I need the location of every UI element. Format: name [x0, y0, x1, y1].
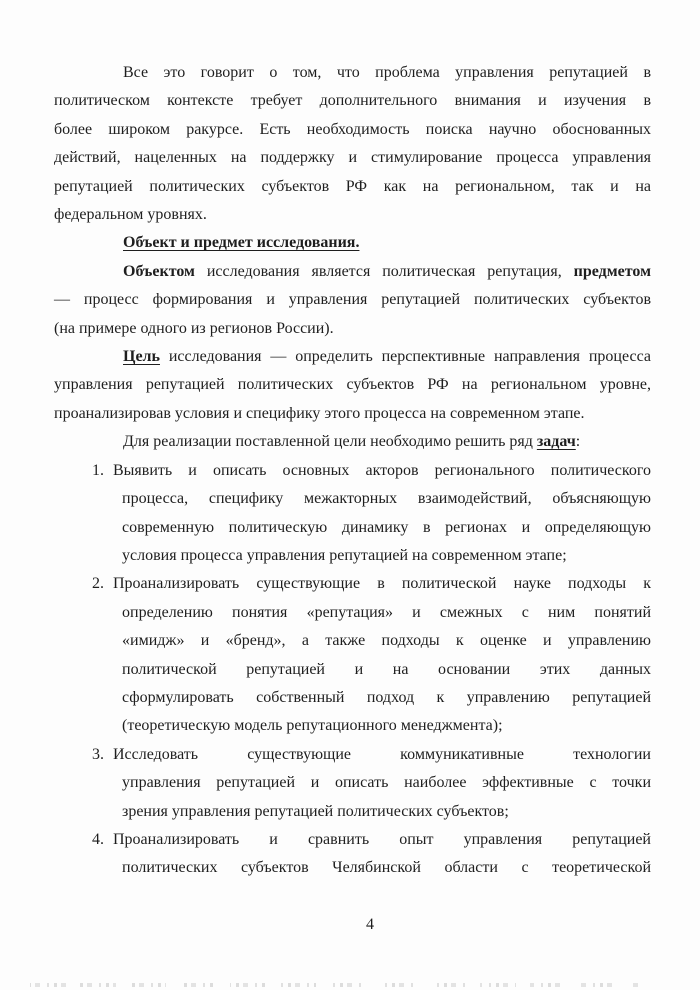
- document-body: [54, 59, 651, 883]
- text-segment: политическом контексте требует дополнительного внимания и изучения в: [54, 92, 651, 110]
- text-line: [54, 514, 651, 542]
- tasks-intro-paragraph: [54, 428, 651, 456]
- list-marker: 3.: [92, 745, 104, 763]
- text-line: [54, 258, 651, 286]
- text-segment: Выявить и описать основных акторов регионального политического: [113, 461, 651, 479]
- text-segment: процесса, специфику межакторных взаимодействий, объясняющую: [122, 490, 651, 508]
- text-line: [54, 116, 651, 144]
- list-marker: 1.: [92, 461, 104, 479]
- goal-paragraph: [54, 343, 651, 428]
- section-heading-object-subject: [54, 229, 651, 257]
- text-segment: Объектом: [123, 262, 195, 280]
- text-line: [54, 712, 651, 740]
- text-line: [54, 400, 651, 428]
- text-segment: исследования является политическая репутация,: [194, 262, 574, 280]
- list-marker: 2.: [92, 575, 104, 593]
- object-subject-paragraph: [54, 258, 651, 343]
- text-segment: Для реализации поставленной цели необходимо решить ряд: [123, 433, 537, 451]
- text-segment: определению понятия «репутация» и смежных с ним понятий: [122, 603, 651, 621]
- text-segment: сформулировать собственный подход к управлению репутацией: [122, 688, 651, 706]
- text-line: [54, 798, 651, 826]
- text-line: [54, 229, 651, 257]
- text-segment: действий, нацеленных на поддержку и стимулирование процесса управления: [54, 149, 651, 167]
- intro-paragraph: [54, 59, 651, 229]
- text-line: [54, 570, 651, 598]
- text-line: [54, 656, 651, 684]
- text-line: [54, 769, 651, 797]
- text-line: [54, 627, 651, 655]
- text-line: [54, 286, 651, 314]
- text-segment: Проанализировать существующие в политической науке подходы к: [113, 575, 651, 593]
- text-line: [54, 599, 651, 627]
- page-bottom-scan-artifact: [28, 983, 642, 987]
- text-line: [54, 201, 651, 229]
- text-line: [54, 457, 651, 485]
- text-line: [54, 315, 651, 343]
- text-segment: (на примере одного из регионов России).: [54, 319, 334, 337]
- text-segment: более широком ракурсе. Есть необходимость поиска научно обоснованных: [54, 120, 651, 138]
- text-line: [54, 854, 651, 882]
- text-segment: современную политическую динамику в регионах и определяющую: [122, 518, 651, 536]
- text-segment: политических субъектов Челябинской области с теоретической: [122, 859, 651, 877]
- text-line: [54, 343, 651, 371]
- text-segment: Цель: [123, 348, 160, 366]
- text-segment: проанализировав условия и специфику этого процесса на современном этапе.: [54, 404, 585, 422]
- text-line: [54, 485, 651, 513]
- text-line: [54, 144, 651, 172]
- text-segment: Проанализировать и сравнить опыт управления репутацией: [113, 830, 651, 848]
- text-segment: Исследовать существующие коммуникативные технологии: [113, 745, 651, 763]
- text-line: [54, 371, 651, 399]
- text-segment: — процесс формирования и управления репутацией политических субъектов: [54, 291, 651, 309]
- text-segment: :: [575, 433, 581, 451]
- text-segment: управления репутацией и описать наиболее эффективные с точки: [122, 774, 651, 792]
- text-line: [54, 173, 651, 201]
- text-line: [54, 87, 651, 115]
- text-segment: исследования — определить перспективные направления процесса: [159, 348, 651, 366]
- page-number: 4: [366, 916, 374, 933]
- text-segment: зрения управления репутацией политических субъектов;: [122, 802, 509, 820]
- text-segment: федеральном уровнях.: [54, 206, 207, 224]
- text-line: [54, 826, 651, 854]
- text-segment: репутацией политических субъектов РФ как на региональном, так и на: [54, 177, 651, 195]
- text-segment: (теоретическую модель репутационного менеджмента);: [122, 717, 503, 735]
- task-item-1: [54, 457, 651, 571]
- task-item-3: [54, 741, 651, 826]
- task-item-4: [54, 826, 651, 883]
- text-segment: задач: [536, 433, 576, 451]
- text-segment: Все это говорит о том, что проблема управления репутацией в: [123, 64, 651, 81]
- text-segment: «имидж» и «бренд», а также подходы к оценке и управлению: [122, 632, 651, 650]
- text-segment: предметом: [573, 262, 651, 280]
- text-line: [54, 684, 651, 712]
- text-segment: условия процесса управления репутацией на современном этапе;: [122, 546, 567, 564]
- list-marker: 4.: [92, 830, 104, 848]
- text-segment: управления репутацией политических субъектов РФ на региональном уровне,: [54, 376, 651, 394]
- text-segment: Объект и предмет исследования.: [123, 234, 360, 252]
- text-segment: политической репутацией и на основании этих данных: [122, 660, 651, 678]
- text-line: [54, 542, 651, 570]
- text-line: [54, 741, 651, 769]
- task-item-2: [54, 570, 651, 740]
- text-line: [54, 59, 651, 87]
- text-line: [54, 428, 651, 456]
